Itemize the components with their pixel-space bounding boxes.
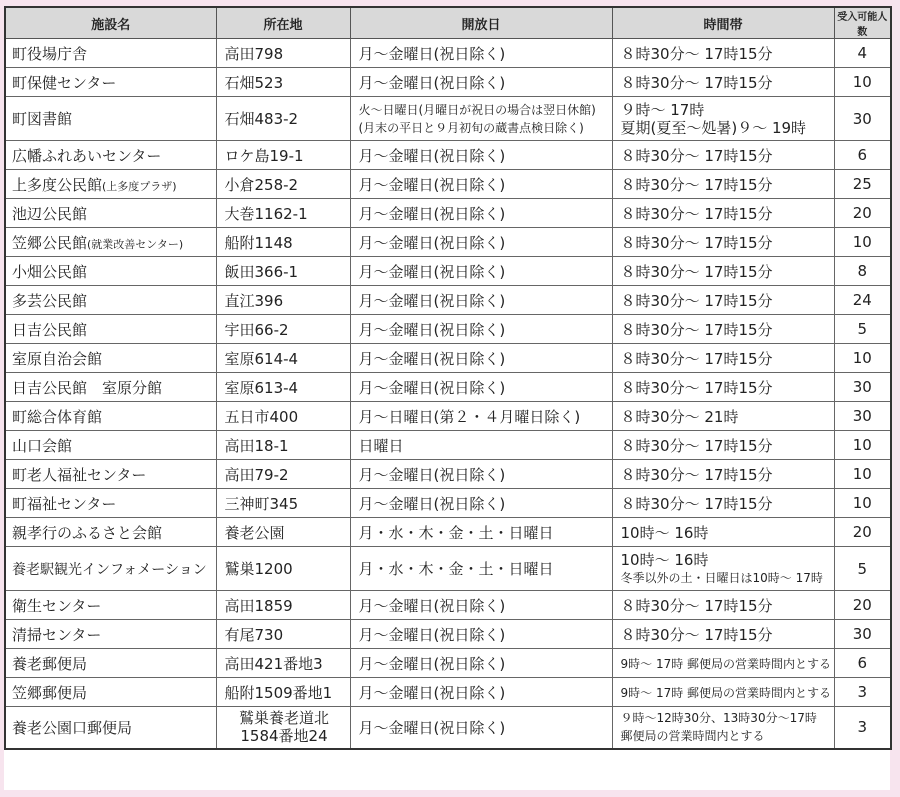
open-days-cell: 月・水・木・金・土・日曜日 (350, 518, 612, 547)
capacity-cell: 4 (834, 39, 891, 68)
address-cell: 石畑523 (216, 68, 350, 97)
address-cell: 石畑483-2 (216, 97, 350, 141)
facility-name: 清掃センター (12, 625, 102, 644)
header-name: 施設名 (5, 7, 216, 39)
table-body (5, 39, 891, 749)
open-days-cell: 月～金曜日(祝日除く) (350, 678, 612, 707)
facility-name: 町福祉センター (12, 494, 117, 513)
open-days-cell (350, 97, 612, 141)
facility-name-cell (5, 170, 216, 199)
facility-name-cell (5, 591, 216, 620)
header-hours: 時間帯 (612, 7, 834, 39)
facility-name-cell (5, 286, 216, 315)
capacity-cell: 10 (834, 431, 891, 460)
table-row (5, 97, 891, 141)
hours-cell: ８時30分～ 17時15分 (612, 286, 834, 315)
facility-name-cell (5, 489, 216, 518)
table-row (5, 199, 891, 228)
address-cell: 小倉258-2 (216, 170, 350, 199)
open-days-cell: 月～金曜日(祝日除く) (350, 315, 612, 344)
facility-name-cell (5, 344, 216, 373)
address-cell: 船附1148 (216, 228, 350, 257)
address-cell: 高田798 (216, 39, 350, 68)
address-cell: 五日市400 (216, 402, 350, 431)
table-row (5, 402, 891, 431)
table-row (5, 707, 891, 749)
hours-line: ９時～ 17時 (620, 100, 705, 119)
address-cell: 室原613-4 (216, 373, 350, 402)
hours-cell: ８時30分～ 21時 (612, 402, 834, 431)
facility-name: 笠郷郵便局 (12, 683, 88, 702)
open-days-cell: 月～金曜日(祝日除く) (350, 591, 612, 620)
facility-name: 町保健センター (12, 73, 117, 92)
facility-name-cell (5, 373, 216, 402)
capacity-cell: 10 (834, 460, 891, 489)
facility-name-cell (5, 431, 216, 460)
open-days-cell: 日曜日 (350, 431, 612, 460)
table-row (5, 678, 891, 707)
hours-cell: 9時～ 17時 郵便局の営業時間内とする (612, 678, 834, 707)
hours-cell: ８時30分～ 17時15分 (612, 170, 834, 199)
facility-name-cell (5, 199, 216, 228)
facility-name: 養老駅観光インフォメーション (12, 561, 207, 578)
facility-name: 小畑公民館 (12, 262, 88, 281)
header-address: 所在地 (216, 7, 350, 39)
facility-name: 上多度公民館 (12, 175, 103, 194)
hours-line: ９時～12時30分、13時30分～17時 (620, 711, 817, 726)
capacity-cell: 30 (834, 373, 891, 402)
table-row (5, 547, 891, 591)
hours-cell: ８時30分～ 17時15分 (612, 199, 834, 228)
open-days-cell: 月～金曜日(祝日除く) (350, 257, 612, 286)
address-line: 鷲巣養老道北 (238, 709, 329, 728)
address-cell: 高田1859 (216, 591, 350, 620)
open-days-line: (月末の平日と９月初旬の蔵書点検日除く) (358, 120, 584, 135)
hours-cell: ８時30分～ 17時15分 (612, 591, 834, 620)
hours-cell: ８時30分～ 17時15分 (612, 141, 834, 170)
capacity-cell: 5 (834, 315, 891, 344)
hours-cell: ８時30分～ 17時15分 (612, 39, 834, 68)
facility-name: 日吉公民館 室原分館 (12, 378, 163, 397)
facility-name-cell (5, 649, 216, 678)
hours-line: 夏期(夏至～処暑)９～ 19時 (620, 118, 807, 137)
address-cell: ロケ島19-1 (216, 141, 350, 170)
hours-cell: ８時30分～ 17時15分 (612, 620, 834, 649)
facility-name: 多芸公民館 (12, 291, 88, 310)
hours-cell: ８時30分～ 17時15分 (612, 257, 834, 286)
facility-name-cell (5, 141, 216, 170)
open-days-cell: 月～金曜日(祝日除く) (350, 199, 612, 228)
header-capacity: 受入可能人数 (834, 7, 891, 39)
address-cell: 有尾730 (216, 620, 350, 649)
capacity-cell: 3 (834, 678, 891, 707)
facility-name: 室原自治会館 (12, 349, 103, 368)
facility-name-cell (5, 620, 216, 649)
facility-name: 池辺公民館 (12, 204, 88, 223)
capacity-cell: 10 (834, 344, 891, 373)
hours-cell (612, 547, 834, 591)
table-row (5, 620, 891, 649)
address-cell: 養老公園 (216, 518, 350, 547)
facility-table-sheet (4, 6, 890, 790)
hours-cell: 9時～ 17時 郵便局の営業時間内とする (612, 649, 834, 678)
table-row (5, 591, 891, 620)
hours-cell: ８時30分～ 17時15分 (612, 431, 834, 460)
table-row (5, 518, 891, 547)
capacity-cell: 3 (834, 707, 891, 749)
facility-name: 町図書館 (12, 110, 73, 128)
hours-cell: 10時～ 16時 (612, 518, 834, 547)
table-row (5, 489, 891, 518)
facility-name-cell (5, 707, 216, 749)
table-row (5, 68, 891, 97)
facility-name: 広幡ふれあいセンター (12, 146, 162, 165)
facility-name: 養老郵便局 (12, 654, 88, 673)
hours-line: 冬季以外の土・日曜日は10時～ 17時 (620, 570, 823, 585)
capacity-cell: 10 (834, 228, 891, 257)
capacity-cell: 20 (834, 591, 891, 620)
facility-name-cell (5, 257, 216, 286)
address-cell: 宇田66-2 (216, 315, 350, 344)
open-days-line: 火～日曜日(月曜日が祝日の場合は翌日休館) (358, 102, 596, 117)
facility-name-cell (5, 402, 216, 431)
facility-name-note: (就業改善センター) (87, 237, 184, 251)
facility-name-cell (5, 39, 216, 68)
table-row (5, 141, 891, 170)
open-days-cell: 月～金曜日(祝日除く) (350, 39, 612, 68)
facility-name: 日吉公民館 (12, 320, 88, 339)
capacity-cell: 25 (834, 170, 891, 199)
capacity-cell: 6 (834, 649, 891, 678)
hours-cell: ８時30分～ 17時15分 (612, 460, 834, 489)
address-cell: 鷲巣1200 (216, 547, 350, 591)
facility-name: 笠郷公民館 (12, 233, 88, 252)
facility-name-cell (5, 518, 216, 547)
capacity-cell: 5 (834, 547, 891, 591)
hours-line: 郵便局の営業時間内とする (620, 729, 765, 744)
table-row (5, 286, 891, 315)
address-cell: 直江396 (216, 286, 350, 315)
table-row (5, 39, 891, 68)
facility-name: 山口会館 (12, 436, 73, 455)
open-days-cell: 月～金曜日(祝日除く) (350, 170, 612, 199)
facility-name-cell (5, 68, 216, 97)
open-days-cell: 月～日曜日(第２・４月曜日除く) (350, 402, 612, 431)
open-days-cell: 月～金曜日(祝日除く) (350, 707, 612, 749)
capacity-cell: 10 (834, 489, 891, 518)
open-days-cell: 月～金曜日(祝日除く) (350, 68, 612, 97)
facility-name-cell (5, 547, 216, 591)
table-row (5, 344, 891, 373)
capacity-cell: 20 (834, 199, 891, 228)
capacity-cell: 8 (834, 257, 891, 286)
address-cell: 高田18-1 (216, 431, 350, 460)
hours-cell: ８時30分～ 17時15分 (612, 344, 834, 373)
facility-name: 親孝行のふるさと会館 (12, 523, 163, 542)
open-days-cell: 月・水・木・金・土・日曜日 (350, 547, 612, 591)
table-row (5, 170, 891, 199)
facility-table (4, 6, 892, 750)
hours-cell: ８時30分～ 17時15分 (612, 373, 834, 402)
table-row (5, 431, 891, 460)
address-cell: 飯田366-1 (216, 257, 350, 286)
open-days-cell: 月～金曜日(祝日除く) (350, 489, 612, 518)
capacity-cell: 30 (834, 402, 891, 431)
address-cell: 室原614-4 (216, 344, 350, 373)
open-days-cell: 月～金曜日(祝日除く) (350, 373, 612, 402)
table-row (5, 315, 891, 344)
facility-name: 衛生センター (12, 596, 102, 615)
capacity-cell: 6 (834, 141, 891, 170)
facility-name-note: (上多度プラザ) (102, 179, 177, 193)
address-line: 1584番地24 (240, 727, 328, 746)
open-days-cell: 月～金曜日(祝日除く) (350, 228, 612, 257)
table-row (5, 649, 891, 678)
hours-cell (612, 97, 834, 141)
open-days-cell: 月～金曜日(祝日除く) (350, 620, 612, 649)
header-row (5, 7, 891, 39)
hours-cell: ８時30分～ 17時15分 (612, 489, 834, 518)
table-row (5, 373, 891, 402)
facility-name-cell (5, 315, 216, 344)
facility-name: 町総合体育館 (12, 407, 103, 426)
table-row (5, 257, 891, 286)
facility-name-cell (5, 97, 216, 141)
address-cell: 船附1509番地1 (216, 678, 350, 707)
facility-name: 町老人福祉センター (12, 465, 147, 484)
hours-cell: ８時30分～ 17時15分 (612, 68, 834, 97)
open-days-cell: 月～金曜日(祝日除く) (350, 649, 612, 678)
hours-cell: ８時30分～ 17時15分 (612, 228, 834, 257)
capacity-cell: 24 (834, 286, 891, 315)
address-cell: 高田421番地3 (216, 649, 350, 678)
address-cell (216, 707, 350, 749)
open-days-cell: 月～金曜日(祝日除く) (350, 286, 612, 315)
address-cell: 高田79-2 (216, 460, 350, 489)
facility-name-cell (5, 460, 216, 489)
facility-name-cell (5, 678, 216, 707)
hours-line: 10時～ 16時 (620, 550, 709, 569)
facility-name: 養老公園口郵便局 (12, 718, 133, 737)
open-days-cell: 月～金曜日(祝日除く) (350, 344, 612, 373)
facility-name-cell (5, 228, 216, 257)
capacity-cell: 30 (834, 97, 891, 141)
table-row (5, 460, 891, 489)
capacity-cell: 20 (834, 518, 891, 547)
open-days-cell: 月～金曜日(祝日除く) (350, 460, 612, 489)
table-row (5, 228, 891, 257)
open-days-cell: 月～金曜日(祝日除く) (350, 141, 612, 170)
capacity-cell: 30 (834, 620, 891, 649)
address-cell: 大巻1162-1 (216, 199, 350, 228)
capacity-cell: 10 (834, 68, 891, 97)
facility-name: 町役場庁舎 (12, 44, 88, 63)
hours-cell (612, 707, 834, 749)
hours-cell: ８時30分～ 17時15分 (612, 315, 834, 344)
address-cell: 三神町345 (216, 489, 350, 518)
header-days: 開放日 (350, 7, 612, 39)
